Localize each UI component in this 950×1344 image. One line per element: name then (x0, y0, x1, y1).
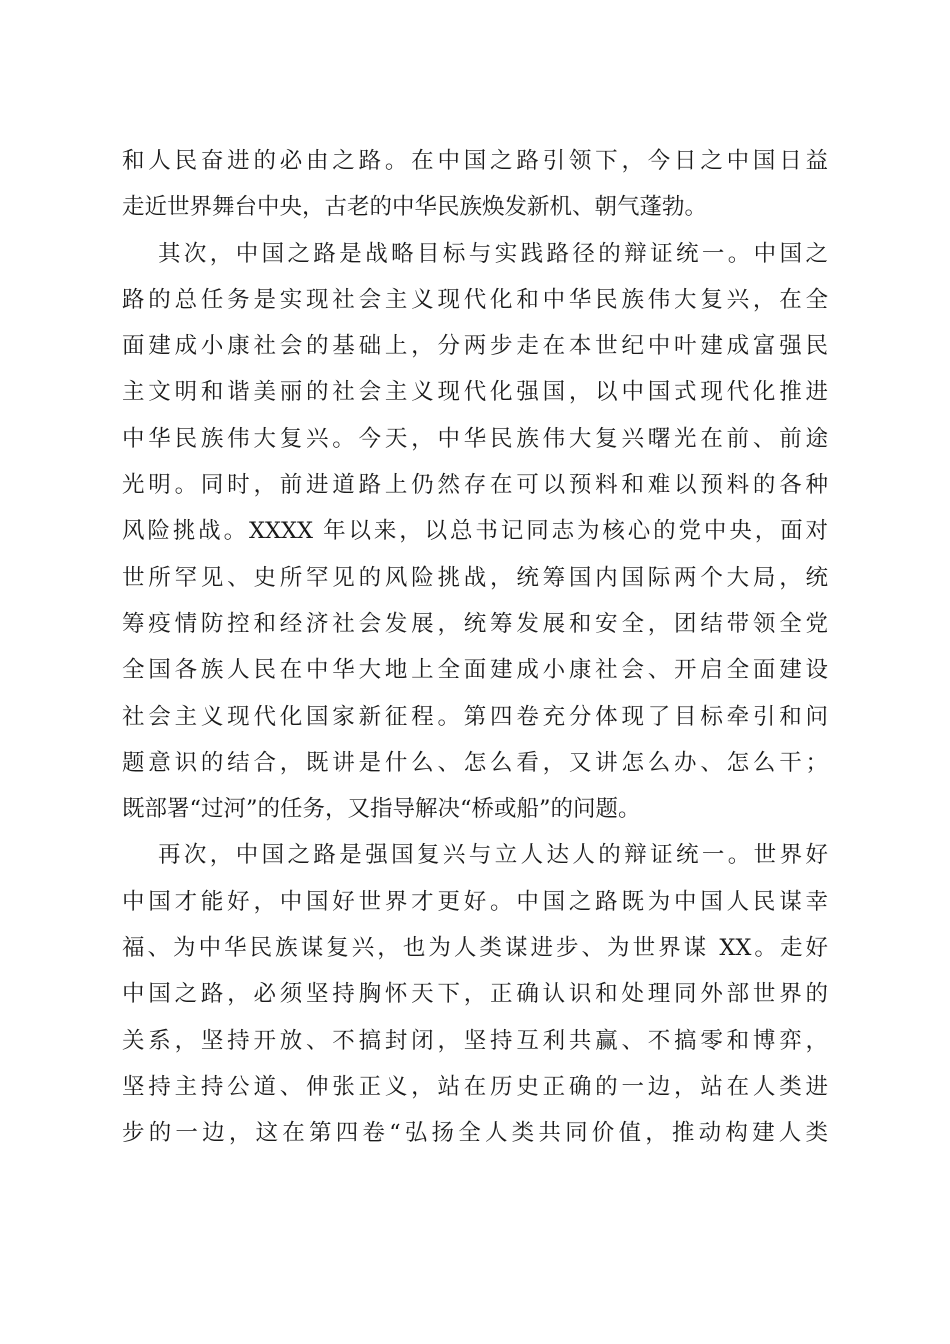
paragraph-3-line: 关系，坚持开放、不搞封闭，坚持互利共赢、不搞零和博弈， (122, 1027, 828, 1054)
paragraph-3-line: 坚持主持公道、伸张正义，站在历史正确的一边，站在人类进 (122, 1073, 828, 1100)
paragraph-1-line: 和人民奋进的必由之路。在中国之路引领下，今日之中国日益 (122, 148, 828, 174)
paragraph-2-line: 全国各族人民在中华大地上全面建成小康社会、开启全面建设 (122, 657, 828, 684)
paragraph-2-line: 既部署“过河”的任务，又指导解决“桥或船”的问题。 (122, 796, 641, 823)
paragraph-2-line: 筹疫情防控和经济社会发展，统筹发展和安全，团结带领全党 (122, 610, 828, 637)
paragraph-2-line: 其次，中国之路是战略目标与实践路径的辩证统一。中国之 (158, 240, 828, 267)
paragraph-3-line: 中国才能好，中国好世界才更好。中国之路既为中国人民谋幸 (122, 888, 828, 915)
paragraph-3-line: 福、为中华民族谋复兴，也为人类谋进步、为世界谋 XX。走好 (122, 935, 828, 962)
paragraph-2-line: 题意识的结合，既讲是什么、怎么看，又讲怎么办、怎么干； (122, 749, 828, 776)
paragraph-3-line: 步的一边，这在第四卷“弘扬全人类共同价值，推动构建人类 (122, 1120, 828, 1147)
paragraph-2-line: 面建成小康社会的基础上，分两步走在本世纪中叶建成富强民 (122, 333, 828, 360)
paragraph-3-line: 再次，中国之路是强国复兴与立人达人的辩证统一。世界好 (158, 842, 828, 869)
paragraph-2-line: 风险挑战。XXXX 年以来，以总书记同志为核心的党中央，面对 (122, 518, 828, 545)
paragraph-2-line: 光明。同时，前进道路上仍然存在可以预料和难以预料的各种 (122, 472, 828, 499)
paragraph-3-line: 中国之路，必须坚持胸怀天下，正确认识和处理同外部世界的 (122, 981, 828, 1008)
paragraph-1-line: 走近世界舞台中央，古老的中华民族焕发新机、朝气蓬勃。 (122, 194, 708, 221)
paragraph-2-line: 社会主义现代化国家新征程。第四卷充分体现了目标牵引和问 (122, 703, 828, 730)
body-text (122, 138, 828, 1157)
paragraph-2-line: 主文明和谐美丽的社会主义现代化强国，以中国式现代化推进 (122, 379, 828, 406)
paragraph-2-line: 路的总任务是实现社会主义现代化和中华民族伟大复兴，在全 (122, 286, 828, 313)
paragraph-2-line: 中华民族伟大复兴。今天，中华民族伟大复兴曙光在前、前途 (122, 425, 828, 452)
paragraph-2-line: 世所罕见、史所罕见的风险挑战，统筹国内国际两个大局，统 (122, 564, 828, 591)
